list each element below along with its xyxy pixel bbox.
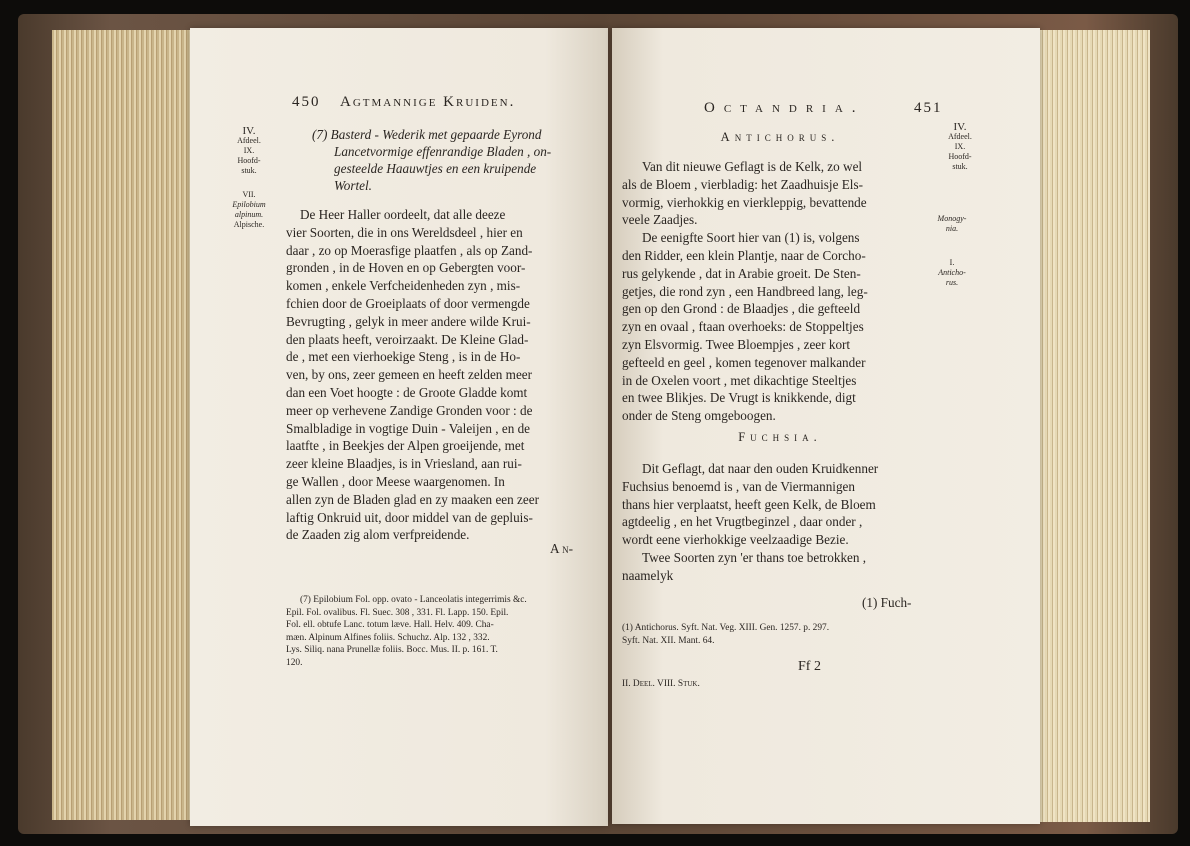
right-footnote: (1) Antichorus. Syft. Nat. Veg. XIII. Gen. 1257. p. 297. Syft. Nat. XII. Mant. 64. <box>622 623 830 646</box>
right-page <box>612 28 1040 824</box>
left-running-head: Agtmannige Kruiden. <box>340 94 516 110</box>
left-margin-reference: IV. Afdeel. IX. Hoofd- stuk. <box>237 125 261 175</box>
antichorus-description: Van dit nieuwe Geflagt is de Kelk, zo wel als de Bloem , vierbladig: het Zaadhuisje Els- vormig, vierhokkig en vierkleppig, bevattende veele Zaadjes. De eenigfte Soort hier van (1) is, volgens den Ridder, een klein Plantje, naar de Corcho- rus gelykende , dat in Arabie groeit. De Sten- getjes, die rond zyn , een Handbreed lang, leg- gen op den Grond : de Blaadjes , die gefteeld zyn en ovaal , ftaan overhoeks: de Stoppeltjes zyn Elsvormig. Twee Bloempjes , zeer kort gefteeld en geel , komen tegenover malkander in de Oxelen voort , met dikachtige Steeltjes en twee Blikjes. De Vrugt is knikkende, digt onder de Steng omgeboogen. <box>622 159 868 424</box>
left-catchword: A n- <box>550 541 573 556</box>
right-footer: II. Deel. VIII. Stuk. <box>622 679 700 689</box>
left-page-number: 450 <box>292 94 321 110</box>
right-running-head: Octandria. <box>704 100 865 116</box>
right-page-number: 451 <box>914 100 943 116</box>
signature-mark: Ff 2 <box>798 659 821 674</box>
genus-title-fuchsia: Fuchsia. <box>738 430 822 444</box>
left-footnote: (7) Epilobium Fol. opp. ovato - Lanceolatis integerrimis &c. Epil. Fol. ovalibus. Fl. Suec. 308 , 331. Fl. Lapp. 150. Epil. Fol. ell. obtufe Lanc. totum læve. Hall. Helv. 409. Cha- mæn. Alpinum Alfines foliis. Schuchz. Alp. 132 , 332. Lys. Siliq. nana Prunellæ foliis. Bocc. Mus. II. p. 161. T. 120. <box>286 595 527 668</box>
right-page-edges <box>1030 30 1150 822</box>
right-catchword: (1) Fuch- <box>862 595 912 610</box>
left-page <box>190 28 608 826</box>
left-body-text: De Heer Haller oordeelt, dat alle deeze vier Soorten, die in ons Wereldsdeel , hier en daar , zo op Moerasfige plaatfen , als op Zand- gronden , in de Hoven en op Gebergten voor- komen , enkele Verfcheidenheden zyn , mis- fchien door de Groeiplaats of door vermengde Bevrugting , gelyk in meer andere wilde Krui- den plaats heeft, veroirzaakt. De Kleine Glad- de , met een vierhoekige Steng , is in de Ho- ven, by ons, zeer gemeen en heeft zelden meer dan een Voet hoogte : de Groote Gladde komt meer op verhevene Zandige Gronden voor : de Smalbladige in vogtige Duin - Valeijen , en de laatfte , in Beekjes der Alpen groeijende, met zeer kleine Blaadjes, is in Vriesland, aan rui- ge Wallen , door Meese waargenomen. In allen zyn de Bladen glad en zy maaken een zeer laftig Onkruid uit, door middel van de gepluis- de Zaaden zig alom verfpreidende. <box>286 207 539 543</box>
fuchsia-description: Dit Geflagt, dat naar den ouden Kruidkenner Fuchsius benoemd is , van de Viermannigen thans hier verplaatst, heeft geen Kelk, de Bloem agtdeelig , en het Vrugtbeginzel , daar onder , wordt eene vierhokkige veelzaadige Bezie. Twee Soorten zyn 'er thans toe betrokken , naamelyk <box>622 461 879 583</box>
left-margin-species: VII. Epilobium alpinum. Alpische. <box>232 190 266 229</box>
right-margin-class: Monogy- nia. <box>937 214 967 233</box>
species-entry-heading: (7) Basterd - Wederik met gepaarde Eyrond Lancetvormige effenrandige Bladen , on- gesteelde Haauwtjes en een kruipende Wortel. <box>312 127 552 193</box>
genus-title-antichorus: Antichorus. <box>720 130 840 144</box>
right-margin-reference: IV. Afdeel. IX. Hoofd- stuk. <box>948 121 972 171</box>
right-margin-species: I. Anticho- rus. <box>938 258 966 287</box>
left-page-edges <box>52 30 192 820</box>
